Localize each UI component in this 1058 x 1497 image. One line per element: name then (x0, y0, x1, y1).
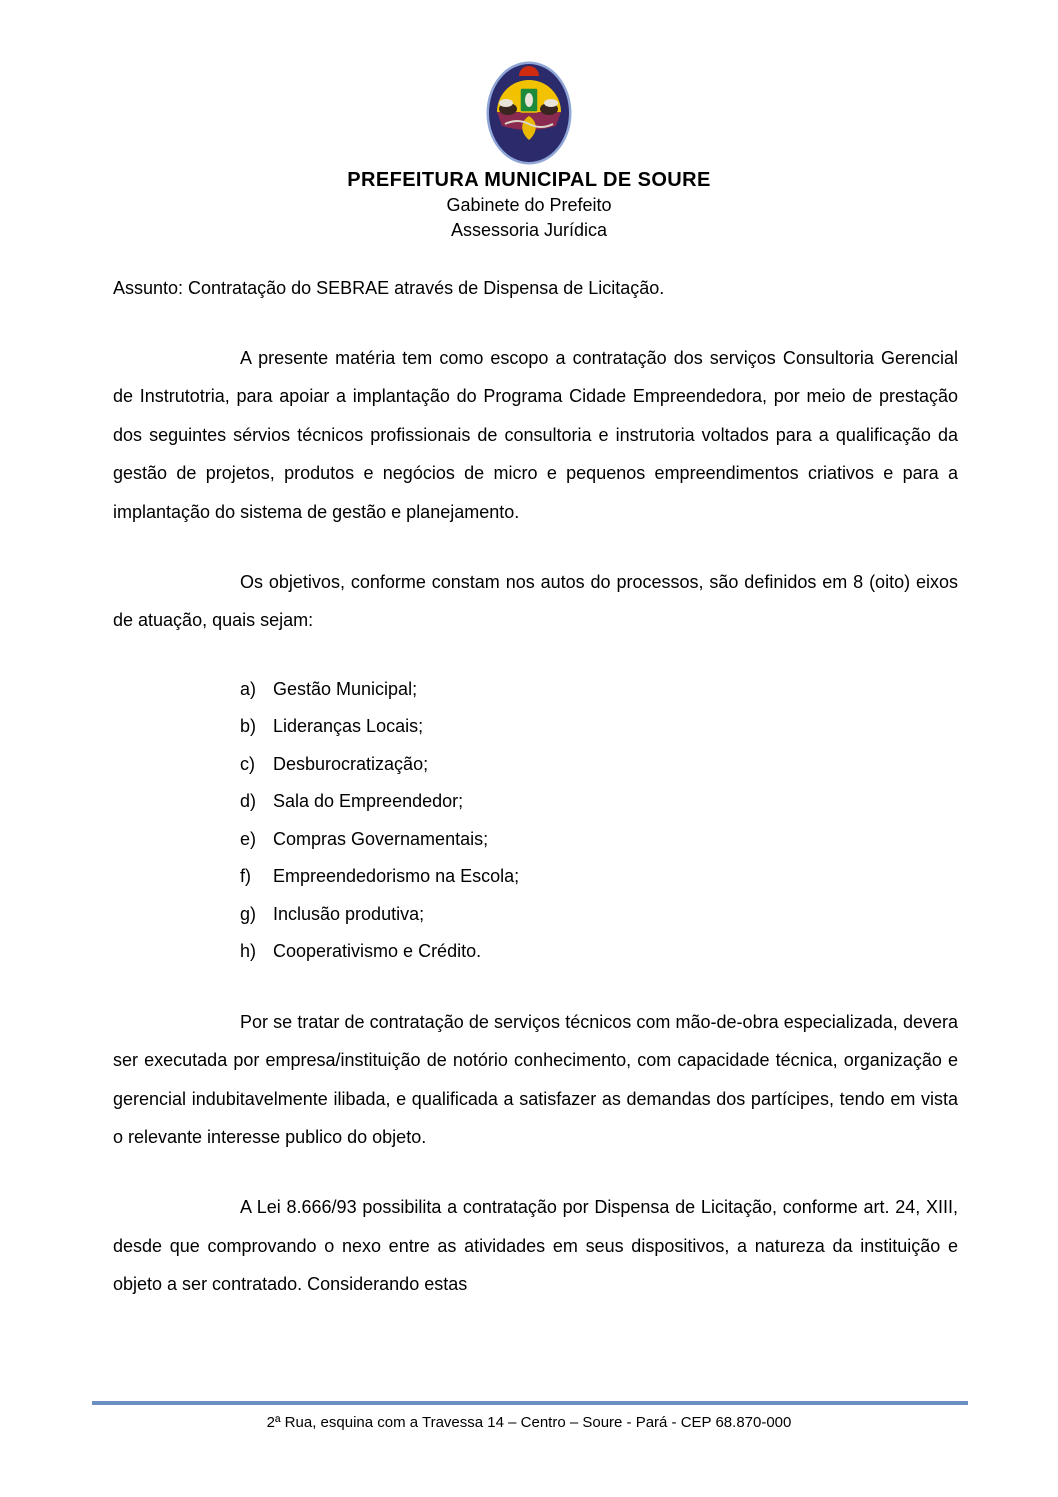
list-item (240, 671, 958, 709)
list-item-letter: c) (240, 753, 255, 774)
list-item-text: Gestão Municipal; (273, 678, 418, 699)
paragraph-law: A Lei 8.666/93 possibilita a contratação por Dispensa de Licitação, conforme art. 24, XIII, desde que comprovando o nexo entre as atividades em seus dispositivos, a natureza da instituição e objeto a ser contratado. Considerando estas (113, 1197, 958, 1295)
list-item-text: Empreendedorismo na Escola; (273, 866, 520, 887)
list-item-text: Desburocratização; (273, 753, 429, 774)
list-item (240, 858, 958, 896)
list-item-letter: b) (240, 716, 257, 737)
list-item (240, 746, 958, 784)
subject-line: Assunto: Contratação do SEBRAE através de Dispensa de Licitação. (113, 278, 665, 298)
municipal-crest-logo (485, 60, 573, 166)
organization-title: PREFEITURA MUNICIPAL DE SOURE (347, 169, 711, 191)
list-item-letter: d) (240, 791, 257, 812)
paragraph-justification: Por se tratar de contratação de serviços técnicos com mão-de-obra especializada, devera ser executada por empresa/instituição de notório conhecimento, com capacidade técnica, organização e gerencial indubitavelmente ilibada, e qualificada a satisfazer as demandas dos partícipes, tendo em vista o relevante interesse publico do objeto. (113, 1011, 958, 1148)
paragraph-scope: A presente matéria tem como escopo a contratação dos serviços Consultoria Gerencial de Instrutotria, para apoiar a implantação do Programa Cidade Empreendedora, por meio de prestação dos seguintes sérvios técnicos profissionais de consultoria e instrutoria voltados para a qualificação da gestão de projetos, produtos e negócios de micro e pequenos empreendimentos criativos e para a implantação do sistema de gestão e planejamento. (113, 348, 958, 522)
list-item-text: Compras Governamentais; (273, 828, 489, 849)
footer-address: 2ª Rua, esquina com a Travessa 14 – Centro – Soure - Pará - CEP 68.870-000 (266, 1414, 792, 1431)
eixos-list (240, 671, 958, 971)
document-header (0, 0, 1058, 243)
list-item-letter: f) (240, 866, 251, 887)
list-item-letter: g) (240, 903, 257, 924)
list-item (240, 896, 958, 934)
list-item-letter: a) (240, 678, 257, 699)
list-item (240, 783, 958, 821)
list-item-letter: e) (240, 828, 257, 849)
department-subtitle: Gabinete do Prefeito (446, 195, 612, 215)
list-item-text: Sala do Empreendedor; (273, 791, 464, 812)
list-item-text: Cooperativismo e Crédito. (273, 941, 482, 962)
list-item (240, 708, 958, 746)
document-body (113, 269, 958, 1304)
list-item-letter: h) (240, 941, 257, 962)
list-item-text: Inclusão produtiva; (273, 903, 425, 924)
section-subtitle: Assessoria Jurídica (450, 220, 608, 240)
paragraph-objectives: Os objetivos, conforme constam nos autos do processos, são definidos em 8 (oito) eixos de atuação, quais sejam: (113, 572, 958, 631)
list-item-text: Lideranças Locais; (273, 716, 424, 737)
list-item (240, 933, 958, 971)
footer-divider-rule (92, 1401, 968, 1405)
list-item (240, 821, 958, 859)
